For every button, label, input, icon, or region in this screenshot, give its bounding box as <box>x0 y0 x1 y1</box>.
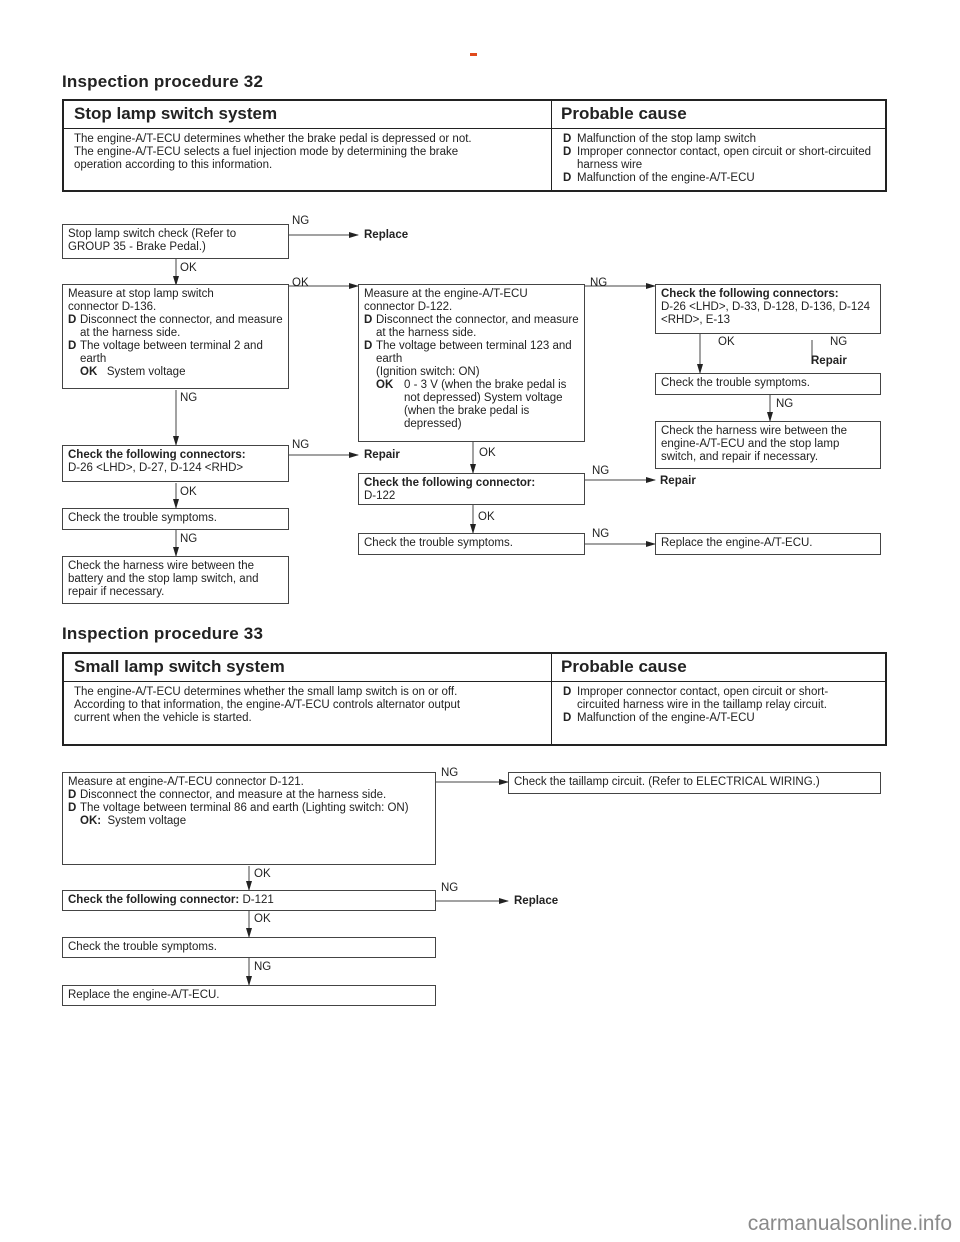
table-causes <box>563 686 863 725</box>
table-description: The engine-A/T-ECU determines whether the brake pedal is depressed or not. The engine-A/T-ECU selects a fuel injection mode by determining the brake operation according to this information. <box>74 133 472 171</box>
repair-label: Repair <box>811 355 847 367</box>
check-connector-d121-box: Check the following connector: D-121 <box>62 890 436 911</box>
check-taillamp-box: Check the taillamp circuit. (Refer to ELECTRICAL WIRING.) <box>508 772 881 794</box>
ok-label: OK <box>180 486 197 498</box>
ok-label: OK <box>718 336 735 348</box>
ng-label: NG <box>590 277 608 289</box>
check-trouble-left-box: Check the trouble symptoms. <box>62 508 289 530</box>
ng-label: NG <box>254 961 272 973</box>
ng-label: NG <box>776 398 794 410</box>
table-header-system: Stop lamp switch system <box>74 104 278 123</box>
check-connectors-a-box: Check the following connectors: D-26 <LHD>, D-33, D-128, D-136, D-124 <RHD>, E-13 <box>655 284 881 334</box>
replace-label: Replace <box>364 229 409 241</box>
check-trouble-right-box: Check the trouble symptoms. <box>655 373 881 395</box>
ok-label: OK <box>254 913 271 925</box>
list-item: D Malfunction of the stop lamp switch <box>563 133 756 145</box>
stop-lamp-switch-check-box: Stop lamp switch check (Refer to GROUP 35 - Brake Pedal.) <box>62 224 289 259</box>
replace-label: Replace <box>514 895 559 907</box>
footer-watermark: carmanualsonline.info <box>747 1212 952 1235</box>
check-trouble-mid-box: Check the trouble symptoms. <box>358 533 585 555</box>
table-header-system: Small lamp switch system <box>74 657 285 676</box>
measure-ecu-d121-box: Measure at engine-A/T-ECU connector D-121. D Disconnect the connector, and measure at the harness side. D The voltage between terminal 86 and earth (Lighting switch: ON) OK: System voltage <box>62 772 436 865</box>
check-harness-ecu-box: Check the harness wire between the engine-A/T-ECU and the stop lamp switch, and repair if necessary. <box>655 421 881 469</box>
table-description: The engine-A/T-ECU determines whether the small lamp switch is on or off. According to that information, the engine-A/T-ECU controls alternator output current when the vehicle is started. <box>74 686 461 724</box>
ng-label: NG <box>292 439 310 451</box>
ng-label: NG <box>592 528 610 540</box>
proc33-title: Inspection procedure 33 <box>62 624 264 643</box>
ng-label: NG <box>592 465 610 477</box>
ng-label: NG <box>830 336 848 348</box>
list-item: D Improper connector contact, open circuit or short-circuited harness wire <box>563 146 872 171</box>
repair-label: Repair <box>660 475 696 487</box>
ng-label: NG <box>292 215 310 227</box>
check-trouble-33-box: Check the trouble symptoms. <box>62 937 436 958</box>
repair-label: Repair <box>364 449 400 461</box>
list-item: D Improper connector contact, open circuit or short-circuited harness wire in the taillamp relay circuit. <box>563 686 829 711</box>
check-connectors-b-box: Check the following connectors: D-26 <LHD>, D-27, D-124 <RHD> <box>62 445 289 482</box>
measure-ecu-box: Measure at the engine-A/T-ECU connector D-122. D Disconnect the connector, and measure at the harness side. D The voltage between terminal 123 and earth (Ignition switch: ON) OK 0 - 3 V (when the brake pedal is not depressed) System voltage (when the brake pedal is depressed) <box>358 284 585 442</box>
ok-label: OK <box>479 447 496 459</box>
measure-stop-lamp-box: Measure at stop lamp switch connector D-136. D Disconnect the connector, and measure at the harness side. D The voltage between terminal 2 and earth OK System voltage <box>62 284 289 389</box>
replace-ecu-33-box: Replace the engine-A/T-ECU. <box>62 985 436 1006</box>
replace-ecu-box: Replace the engine-A/T-ECU. <box>655 533 881 555</box>
ok-label: OK <box>478 511 495 523</box>
ok-label: OK <box>254 868 271 880</box>
ng-label: NG <box>180 533 198 545</box>
ng-label: NG <box>441 767 459 779</box>
ok-label: OK <box>292 277 309 289</box>
proc32-title: Inspection procedure 32 <box>62 72 264 91</box>
table-header-cause: Probable cause <box>561 104 687 123</box>
check-harness-battery-box: Check the harness wire between the battery and the stop lamp switch, and repair if necessary. <box>62 556 289 604</box>
list-item: D Malfunction of the engine-A/T-ECU <box>563 172 755 184</box>
ng-label: NG <box>441 882 459 894</box>
ok-label: OK <box>180 262 197 274</box>
table-header-cause: Probable cause <box>561 657 687 676</box>
list-item: D Malfunction of the engine-A/T-ECU <box>563 712 755 724</box>
check-connector-c-box: Check the following connector: D-122 <box>358 473 585 505</box>
ng-label: NG <box>180 392 198 404</box>
proc33-table <box>62 652 887 746</box>
